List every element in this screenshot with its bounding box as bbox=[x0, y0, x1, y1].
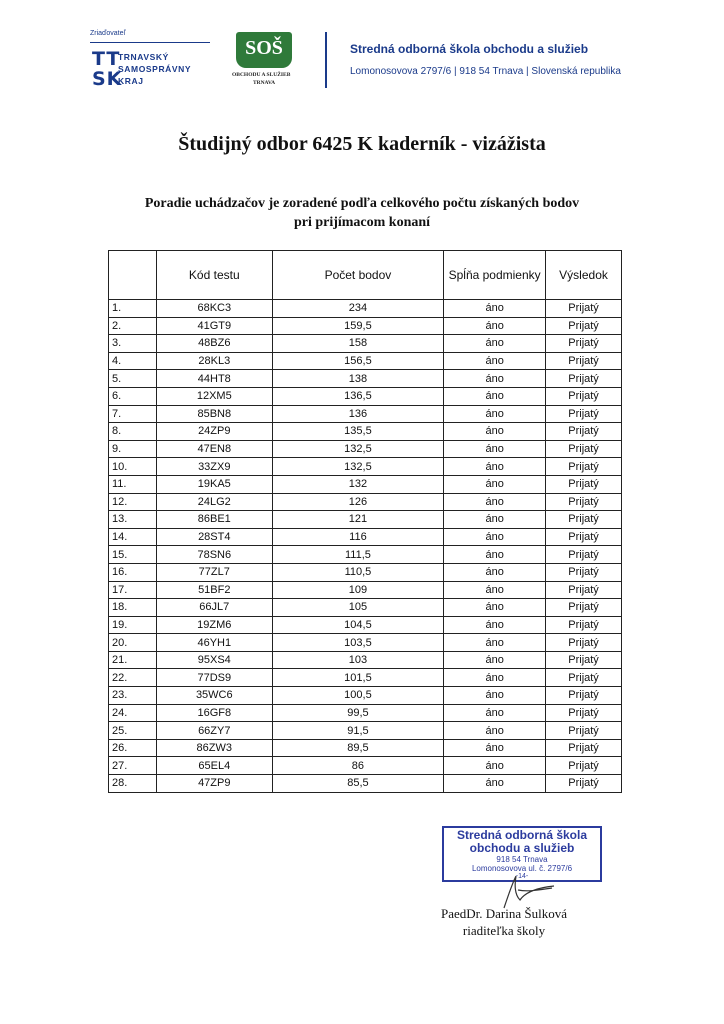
test-code-cell: 66ZY7 bbox=[156, 722, 272, 740]
page-subtitle bbox=[0, 194, 724, 232]
points-cell: 104,5 bbox=[272, 616, 444, 634]
rank-cell: 3. bbox=[109, 335, 157, 353]
rank-cell: 11. bbox=[109, 475, 157, 493]
test-code-cell: 65EL4 bbox=[156, 757, 272, 775]
points-cell: 121 bbox=[272, 511, 444, 529]
table-row bbox=[109, 458, 622, 476]
signer-role: riaditeľka školy bbox=[462, 923, 546, 938]
test-code-cell: 85BN8 bbox=[156, 405, 272, 423]
table-row bbox=[109, 440, 622, 458]
school-logo-text: SOŠ bbox=[245, 37, 283, 59]
test-code-cell: 19KA5 bbox=[156, 475, 272, 493]
header-divider bbox=[325, 32, 327, 88]
rank-cell: 10. bbox=[109, 458, 157, 476]
conditions-cell: áno bbox=[444, 352, 546, 370]
result-cell: Prijatý bbox=[546, 475, 622, 493]
rank-cell: 5. bbox=[109, 370, 157, 388]
points-cell: 116 bbox=[272, 528, 444, 546]
test-code-cell: 66JL7 bbox=[156, 599, 272, 617]
conditions-cell: áno bbox=[444, 475, 546, 493]
points-cell: 135,5 bbox=[272, 423, 444, 441]
result-cell: Prijatý bbox=[546, 757, 622, 775]
conditions-cell: áno bbox=[444, 493, 546, 511]
rank-cell: 12. bbox=[109, 493, 157, 511]
stamp-line4: Lomonosovova ul. č. 2797/6 bbox=[471, 864, 573, 873]
school-logo-sub2: TRNAVA bbox=[252, 80, 276, 86]
result-cell: Prijatý bbox=[546, 493, 622, 511]
result-cell: Prijatý bbox=[546, 335, 622, 353]
region-logo bbox=[90, 48, 220, 92]
test-code-cell: 77DS9 bbox=[156, 669, 272, 687]
test-code-cell: 51BF2 bbox=[156, 581, 272, 599]
rank-cell: 20. bbox=[109, 634, 157, 652]
table-row bbox=[109, 387, 622, 405]
result-cell: Prijatý bbox=[546, 599, 622, 617]
table-row bbox=[109, 546, 622, 564]
conditions-cell: áno bbox=[444, 616, 546, 634]
rank-cell: 21. bbox=[109, 651, 157, 669]
rank-cell: 6. bbox=[109, 387, 157, 405]
stamp-line1: Stredná odborná škola bbox=[456, 828, 588, 842]
header-result: Výsledok bbox=[546, 251, 622, 300]
test-code-cell: 24LG2 bbox=[156, 493, 272, 511]
result-cell: Prijatý bbox=[546, 458, 622, 476]
result-cell: Prijatý bbox=[546, 775, 622, 793]
result-cell: Prijatý bbox=[546, 387, 622, 405]
result-cell: Prijatý bbox=[546, 739, 622, 757]
school-address: Lomonosovova 2797/6 | 918 54 Trnava | Slovenská republika bbox=[350, 66, 621, 77]
table-row bbox=[109, 599, 622, 617]
table-row bbox=[109, 739, 622, 757]
test-code-cell: 46YH1 bbox=[156, 634, 272, 652]
result-cell: Prijatý bbox=[546, 546, 622, 564]
conditions-cell: áno bbox=[444, 634, 546, 652]
points-cell: 132,5 bbox=[272, 458, 444, 476]
table-row bbox=[109, 423, 622, 441]
conditions-cell: áno bbox=[444, 581, 546, 599]
result-cell: Prijatý bbox=[546, 440, 622, 458]
rank-cell: 4. bbox=[109, 352, 157, 370]
points-cell: 132,5 bbox=[272, 440, 444, 458]
page-title: Študijný odbor 6425 K kaderník - vizážista bbox=[178, 133, 546, 155]
points-cell: 100,5 bbox=[272, 687, 444, 705]
conditions-cell: áno bbox=[444, 546, 546, 564]
school-logo-sub1: OBCHODU A SLUŽIEB bbox=[232, 72, 291, 78]
founder-label: Zriaďovateľ bbox=[90, 30, 126, 37]
table-header-row bbox=[109, 251, 622, 300]
rank-cell: 9. bbox=[109, 440, 157, 458]
region-line2: SAMOSPRÁVNY bbox=[118, 64, 192, 74]
conditions-cell: áno bbox=[444, 775, 546, 793]
stamp-line2: obchodu a služieb bbox=[469, 841, 575, 855]
points-cell: 110,5 bbox=[272, 563, 444, 581]
conditions-cell: áno bbox=[444, 704, 546, 722]
result-cell: Prijatý bbox=[546, 423, 622, 441]
test-code-cell: 47EN8 bbox=[156, 440, 272, 458]
table-row bbox=[109, 335, 622, 353]
points-cell: 156,5 bbox=[272, 352, 444, 370]
table-row bbox=[109, 687, 622, 705]
table-row bbox=[109, 352, 622, 370]
result-cell: Prijatý bbox=[546, 651, 622, 669]
table-row bbox=[109, 563, 622, 581]
test-code-cell: 68KC3 bbox=[156, 300, 272, 318]
points-cell: 105 bbox=[272, 599, 444, 617]
rank-cell: 19. bbox=[109, 616, 157, 634]
points-cell: 99,5 bbox=[272, 704, 444, 722]
conditions-cell: áno bbox=[444, 687, 546, 705]
test-code-cell: 33ZX9 bbox=[156, 458, 272, 476]
rank-cell: 17. bbox=[109, 581, 157, 599]
table-row bbox=[109, 669, 622, 687]
table-row bbox=[109, 704, 622, 722]
rank-cell: 14. bbox=[109, 528, 157, 546]
test-code-cell: 12XM5 bbox=[156, 387, 272, 405]
conditions-cell: áno bbox=[444, 405, 546, 423]
school-name: Stredná odborná škola obchodu a služieb bbox=[350, 42, 589, 56]
result-cell: Prijatý bbox=[546, 300, 622, 318]
test-code-cell: 77ZL7 bbox=[156, 563, 272, 581]
result-cell: Prijatý bbox=[546, 722, 622, 740]
points-cell: 126 bbox=[272, 493, 444, 511]
test-code-cell: 24ZP9 bbox=[156, 423, 272, 441]
test-code-cell: 16GF8 bbox=[156, 704, 272, 722]
results-table bbox=[108, 250, 622, 793]
results-body bbox=[109, 300, 622, 793]
table-row bbox=[109, 634, 622, 652]
result-cell: Prijatý bbox=[546, 634, 622, 652]
rank-cell: 28. bbox=[109, 775, 157, 793]
rank-cell: 2. bbox=[109, 317, 157, 335]
result-cell: Prijatý bbox=[546, 704, 622, 722]
rank-cell: 18. bbox=[109, 599, 157, 617]
points-cell: 132 bbox=[272, 475, 444, 493]
result-cell: Prijatý bbox=[546, 405, 622, 423]
table-row bbox=[109, 528, 622, 546]
result-cell: Prijatý bbox=[546, 563, 622, 581]
region-mark-top: TT bbox=[92, 48, 121, 70]
region-mark-bottom: SK bbox=[92, 68, 123, 90]
result-cell: Prijatý bbox=[546, 511, 622, 529]
conditions-cell: áno bbox=[444, 528, 546, 546]
rank-cell: 24. bbox=[109, 704, 157, 722]
points-cell: 136 bbox=[272, 405, 444, 423]
result-cell: Prijatý bbox=[546, 581, 622, 599]
conditions-cell: áno bbox=[444, 370, 546, 388]
conditions-cell: áno bbox=[444, 651, 546, 669]
table-row bbox=[109, 405, 622, 423]
test-code-cell: 86ZW3 bbox=[156, 739, 272, 757]
table-row bbox=[109, 300, 622, 318]
points-cell: 103,5 bbox=[272, 634, 444, 652]
conditions-cell: áno bbox=[444, 757, 546, 775]
points-cell: 159,5 bbox=[272, 317, 444, 335]
rank-cell: 16. bbox=[109, 563, 157, 581]
table-row bbox=[109, 651, 622, 669]
test-code-cell: 41GT9 bbox=[156, 317, 272, 335]
rank-cell: 23. bbox=[109, 687, 157, 705]
header-meets-conditions: Spĺňa podmienky bbox=[444, 251, 546, 300]
points-cell: 234 bbox=[272, 300, 444, 318]
table-row bbox=[109, 616, 622, 634]
conditions-cell: áno bbox=[444, 300, 546, 318]
conditions-cell: áno bbox=[444, 335, 546, 353]
points-cell: 89,5 bbox=[272, 739, 444, 757]
points-cell: 85,5 bbox=[272, 775, 444, 793]
table-row bbox=[109, 493, 622, 511]
test-code-cell: 35WC6 bbox=[156, 687, 272, 705]
conditions-cell: áno bbox=[444, 317, 546, 335]
header-test-code: Kód testu bbox=[156, 251, 272, 300]
rank-cell: 1. bbox=[109, 300, 157, 318]
test-code-cell: 95XS4 bbox=[156, 651, 272, 669]
result-cell: Prijatý bbox=[546, 687, 622, 705]
region-line3: KRAJ bbox=[118, 76, 144, 86]
result-cell: Prijatý bbox=[546, 317, 622, 335]
rank-cell: 25. bbox=[109, 722, 157, 740]
result-cell: Prijatý bbox=[546, 370, 622, 388]
table-row bbox=[109, 370, 622, 388]
test-code-cell: 28ST4 bbox=[156, 528, 272, 546]
subtitle-line1: Poradie uchádzačov je zoradené podľa celkového počtu získaných bodov bbox=[144, 196, 580, 211]
result-cell: Prijatý bbox=[546, 616, 622, 634]
region-line1: TRNAVSKÝ bbox=[118, 52, 169, 62]
points-cell: 109 bbox=[272, 581, 444, 599]
rank-cell: 27. bbox=[109, 757, 157, 775]
header-points: Počet bodov bbox=[272, 251, 444, 300]
table-row bbox=[109, 757, 622, 775]
rank-cell: 15. bbox=[109, 546, 157, 564]
signer-block bbox=[434, 905, 574, 939]
school-logo bbox=[232, 32, 320, 94]
conditions-cell: áno bbox=[444, 511, 546, 529]
points-cell: 158 bbox=[272, 335, 444, 353]
result-cell: Prijatý bbox=[546, 352, 622, 370]
table-row bbox=[109, 475, 622, 493]
test-code-cell: 28KL3 bbox=[156, 352, 272, 370]
points-cell: 138 bbox=[272, 370, 444, 388]
test-code-cell: 19ZM6 bbox=[156, 616, 272, 634]
header-rank bbox=[109, 251, 157, 300]
test-code-cell: 48BZ6 bbox=[156, 335, 272, 353]
rank-cell: 13. bbox=[109, 511, 157, 529]
table-row bbox=[109, 511, 622, 529]
points-cell: 111,5 bbox=[272, 546, 444, 564]
rank-cell: 7. bbox=[109, 405, 157, 423]
conditions-cell: áno bbox=[444, 669, 546, 687]
table-row bbox=[109, 775, 622, 793]
result-cell: Prijatý bbox=[546, 669, 622, 687]
signer-name: PaedDr. Darina Šulková bbox=[440, 906, 567, 921]
stamp-line5: -14- bbox=[515, 873, 529, 880]
conditions-cell: áno bbox=[444, 387, 546, 405]
conditions-cell: áno bbox=[444, 458, 546, 476]
rank-cell: 26. bbox=[109, 739, 157, 757]
points-cell: 86 bbox=[272, 757, 444, 775]
letterhead bbox=[0, 0, 724, 110]
result-cell: Prijatý bbox=[546, 528, 622, 546]
test-code-cell: 86BE1 bbox=[156, 511, 272, 529]
subtitle-line2: pri prijímacom konaní bbox=[293, 215, 431, 230]
rank-cell: 8. bbox=[109, 423, 157, 441]
test-code-cell: 78SN6 bbox=[156, 546, 272, 564]
conditions-cell: áno bbox=[444, 722, 546, 740]
points-cell: 91,5 bbox=[272, 722, 444, 740]
rank-cell: 22. bbox=[109, 669, 157, 687]
table-row bbox=[109, 722, 622, 740]
founder-divider bbox=[90, 42, 210, 43]
points-cell: 103 bbox=[272, 651, 444, 669]
table-row bbox=[109, 581, 622, 599]
conditions-cell: áno bbox=[444, 423, 546, 441]
points-cell: 101,5 bbox=[272, 669, 444, 687]
stamp-line3: 918 54 Trnava bbox=[496, 855, 548, 864]
table-row bbox=[109, 317, 622, 335]
points-cell: 136,5 bbox=[272, 387, 444, 405]
conditions-cell: áno bbox=[444, 563, 546, 581]
test-code-cell: 47ZP9 bbox=[156, 775, 272, 793]
conditions-cell: áno bbox=[444, 440, 546, 458]
conditions-cell: áno bbox=[444, 739, 546, 757]
test-code-cell: 44HT8 bbox=[156, 370, 272, 388]
signature-icon bbox=[494, 870, 564, 910]
conditions-cell: áno bbox=[444, 599, 546, 617]
